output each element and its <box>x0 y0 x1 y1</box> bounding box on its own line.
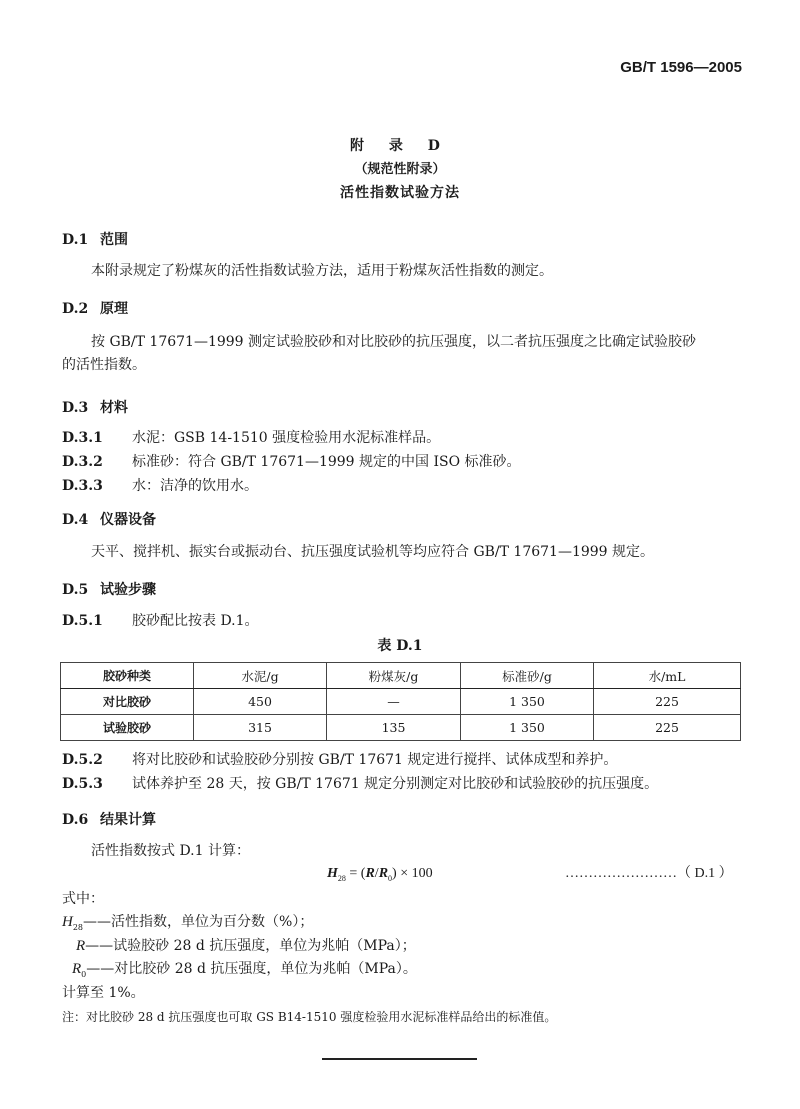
equation-number: ……………………（ D.1 ） <box>565 866 733 881</box>
section-intro-d6: 活性指数按式 D.1 计算： <box>91 843 250 859</box>
note: 注：对比胶砂 28 d 抗压强度也可取 GS B14-1510 强度检验用水泥标准样品给出的标准值。 <box>62 1010 557 1024</box>
clause-d5-3 <box>62 777 658 791</box>
variable-symbol: R <box>76 938 86 954</box>
standard-code: GB/T 1596—2005 <box>620 59 742 76</box>
formula-symbol: R <box>378 866 389 881</box>
section-title: 仪器设备 <box>100 512 156 528</box>
section-number: D.3 <box>62 400 89 416</box>
clause-number: D.3.2 <box>62 454 103 470</box>
section-number: D.1 <box>62 232 89 248</box>
activity-index-formula <box>327 867 433 883</box>
variable-description: ——试验胶砂 28 d 抗压强度，单位为兆帕（MPa）； <box>85 938 416 954</box>
clause-number: D.5.2 <box>62 752 103 768</box>
section-heading-d3 <box>62 401 128 415</box>
formula-symbol: H <box>327 866 338 881</box>
table-cell: 对比胶砂 <box>61 689 194 715</box>
where-label: 式中： <box>62 891 104 907</box>
variable-subscript: 0 <box>81 969 87 979</box>
section-heading-d2 <box>62 302 128 316</box>
table-header-cell: 胶砂种类 <box>61 663 194 689</box>
clause-number: D.3.1 <box>62 430 103 446</box>
precision-statement: 计算至 1%。 <box>62 985 145 1001</box>
variable-subscript: 28 <box>72 922 84 932</box>
section-number: D.6 <box>62 812 89 828</box>
clause-number: D.3.3 <box>62 478 103 494</box>
table-header-cell: 粉煤灰/g <box>327 663 461 689</box>
section-body-d2-line2: 的活性指数。 <box>62 357 146 373</box>
table-header-cell: 水泥/g <box>194 663 327 689</box>
table-header-cell: 水/mL <box>594 663 741 689</box>
clause-text: 将对比胶砂和试验胶砂分别按 GB/T 17671 规定进行搅拌、试体成型和养护。 <box>132 752 618 768</box>
table-cell: — <box>327 689 461 715</box>
section-heading-d5 <box>62 583 156 597</box>
annex-title: 附 录 D <box>350 138 450 154</box>
formula-part: ) × 100 <box>392 866 433 881</box>
section-title: 结果计算 <box>100 812 156 828</box>
table-row <box>61 715 741 741</box>
clause-d3-2 <box>62 455 521 469</box>
table-caption: 表 D.1 <box>377 638 423 654</box>
clause-text: 水：洁净的饮用水。 <box>132 478 258 494</box>
formula-subscript: 28 <box>337 873 346 883</box>
variable-symbol: H <box>62 914 73 930</box>
mix-proportion-table <box>60 662 741 741</box>
clause-number: D.5.3 <box>62 776 103 792</box>
formula-symbol: R <box>365 866 375 881</box>
clause-d3-1 <box>62 431 440 445</box>
table-header-row <box>61 663 741 689</box>
section-title: 原理 <box>100 301 128 317</box>
table-cell: 1 350 <box>461 715 594 741</box>
table-cell: 315 <box>194 715 327 741</box>
variable-description: ——活性指数，单位为百分数（%）； <box>83 914 314 930</box>
variable-definition-h28 <box>62 915 313 932</box>
annex-name: 活性指数试验方法 <box>340 185 460 201</box>
table-cell: 225 <box>594 715 741 741</box>
annex-type: （规范性附录） <box>354 162 446 177</box>
table-cell: 1 350 <box>461 689 594 715</box>
section-heading-d4 <box>62 513 156 527</box>
clause-text: 试体养护至 28 天，按 GB/T 17671 规定分别测定对比胶砂和试验胶砂的抗压强度。 <box>132 776 659 792</box>
section-title: 材料 <box>100 400 128 416</box>
variable-description: ——对比胶砂 28 d 抗压强度，单位为兆帕（MPa）。 <box>86 961 417 977</box>
table-cell: 225 <box>594 689 741 715</box>
section-title: 范围 <box>100 232 128 248</box>
table-cell: 试验胶砂 <box>61 715 194 741</box>
section-number: D.4 <box>62 512 89 528</box>
table-cell: 135 <box>327 715 461 741</box>
end-rule <box>322 1058 477 1060</box>
section-heading-d6 <box>62 813 156 827</box>
table-header-cell: 标准砂/g <box>461 663 594 689</box>
variable-symbol: R <box>72 961 82 977</box>
clause-number: D.5.1 <box>62 613 103 629</box>
table-row <box>61 689 741 715</box>
clause-text: 水泥：GSB 14-1510 强度检验用水泥标准样品。 <box>132 430 441 446</box>
clause-d5-1 <box>62 614 259 628</box>
table-cell: 450 <box>194 689 327 715</box>
section-title: 试验步骤 <box>100 582 156 598</box>
section-number: D.5 <box>62 582 89 598</box>
formula-part: = ( <box>345 866 366 881</box>
clause-text: 标准砂：符合 GB/T 17671—1999 规定的中国 ISO 标准砂。 <box>132 454 521 470</box>
section-number: D.2 <box>62 301 89 317</box>
clause-d3-3 <box>62 479 258 493</box>
section-body-d2-line1: 按 GB/T 17671—1999 测定试验胶砂和对比胶砂的抗压强度，以二者抗压强度之比确定试验胶砂 <box>91 334 697 350</box>
clause-text: 胶砂配比按表 D.1。 <box>132 613 259 629</box>
formula-subscript: 0 <box>388 873 393 883</box>
section-heading-d1 <box>62 233 128 247</box>
formula-part: / <box>374 866 379 881</box>
variable-definition-r <box>76 939 416 954</box>
variable-definition-r0 <box>72 962 417 979</box>
clause-d5-2 <box>62 753 617 767</box>
section-body-d4: 天平、搅拌机、振实台或振动台、抗压强度试验机等均应符合 GB/T 17671—1999 规定。 <box>91 544 655 560</box>
section-body-d1: 本附录规定了粉煤灰的活性指数试验方法，适用于粉煤灰活性指数的测定。 <box>91 263 553 279</box>
